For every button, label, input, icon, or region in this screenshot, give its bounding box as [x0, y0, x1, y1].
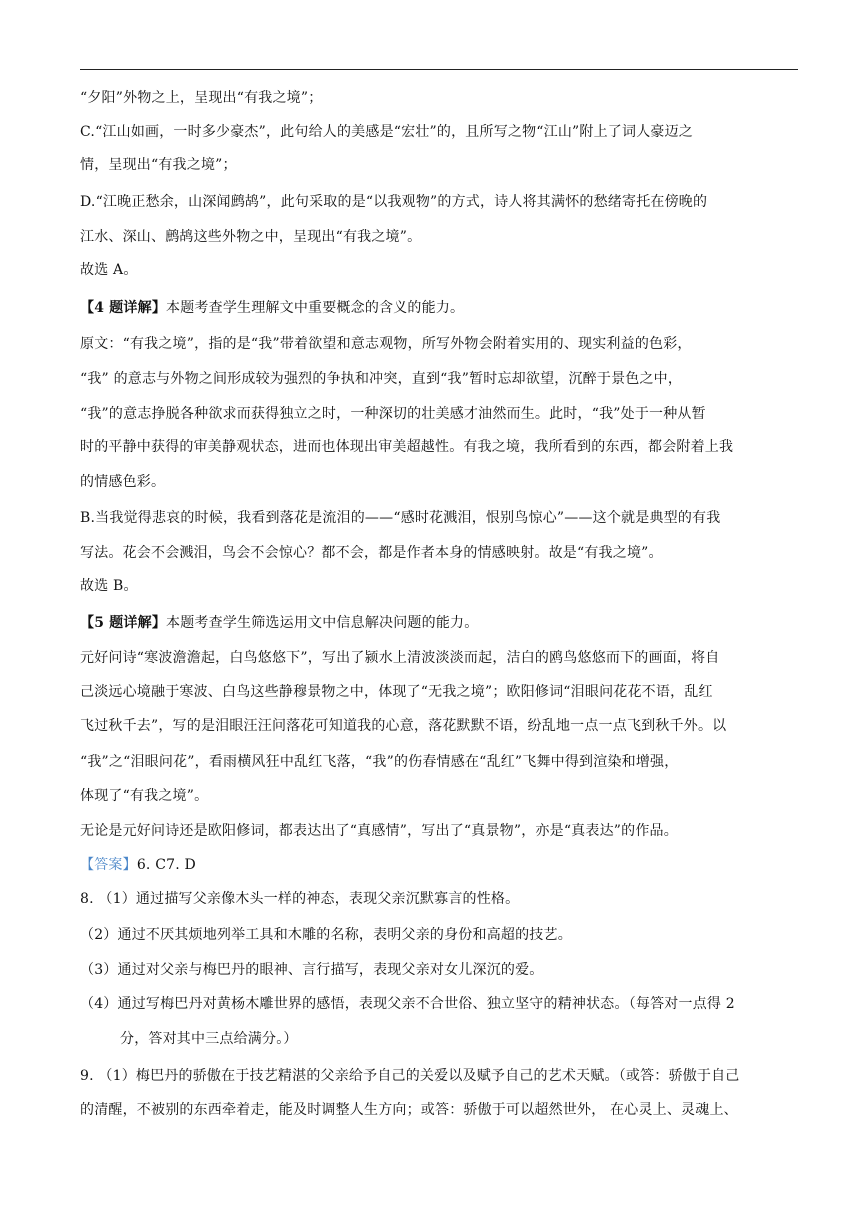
text-line: 的清醒，不被别的东西牵着走，能及时调整人生方向；或答：骄傲于可以超然世外， 在心灵上、灵魂上、 — [80, 1102, 738, 1118]
text-line: （4）通过写梅巴丹对黄杨木雕世界的感悟，表现父亲不合世俗、独立坚守的精神状态。（每答对一点得 2 — [80, 996, 735, 1012]
text-line: “我”的意志挣脱各种欲求而获得独立之时，一种深切的壮美感才油然而生。此时，“我”处于一种从暂 — [80, 406, 706, 422]
text-line: 写法。花会不会溅泪，鸟会不会惊心？都不会，都是作者本身的情感映射。故是“有我之境”。 — [80, 545, 663, 561]
text-line: “夕阳”外物之上，呈现出“有我之境”； — [80, 90, 323, 106]
text-line: （3）通过对父亲与梅巴丹的眼神、言行描写，表现父亲对女儿深沉的爱。 — [80, 962, 544, 978]
q4-heading — [80, 298, 798, 318]
text-line: 9. （1）梅巴丹的骄傲在于技艺精湛的父亲给予自己的关爱以及赋予自己的艺术天赋。（或答：骄傲于自己 — [80, 1068, 740, 1084]
text-line: 时的平静中获得的审美静观状态，进而也体现出审美超越性。有我之境，我所看到的东西，都会附着上我 — [80, 439, 734, 455]
answer-label: 【答案】 — [80, 857, 137, 873]
text-line: 故选 A。 — [80, 262, 138, 278]
text-line: “我”之“泪眼问花”，看雨横风狂中乱红飞落，“我”的伤春情感在“乱红”飞舞中得到渲染和增强， — [80, 754, 679, 770]
text-line: 江水、深山、鹧鸪这些外物之中，呈现出“有我之境”。 — [80, 229, 422, 245]
text-line: 原文：“有我之境”，指的是“我”带着欲望和意志观物，所写外物会附着实用的、现实利益的色彩， — [80, 336, 692, 352]
text-line: 元好问诗“寒波澹澹起，白鸟悠悠下”，写出了颍水上清波淡淡而起，洁白的鸥鸟悠悠而下的画面，将自 — [80, 650, 720, 666]
text-line: 情，呈现出“有我之境”； — [80, 157, 237, 173]
answer-heading — [80, 855, 798, 875]
text-line: 己淡远心境融于寒波、白鸟这些静穆景物之中，体现了“无我之境”；欧阳修词“泪眼问花花不语，乱红 — [80, 684, 713, 700]
text-line: 的情感色彩。 — [80, 474, 166, 490]
text-line: 分，答对其中三点给满分。） — [120, 1031, 298, 1047]
text-line: C.“江山如画，一时多少豪杰”，此句给人的美感是“宏壮”的，且所写之物“江山”附上了词人豪迈之 — [80, 124, 694, 140]
text-line: （2）通过不厌其烦地列举工具和木雕的名称，表明父亲的身份和高超的技艺。 — [80, 927, 572, 943]
text-line: 8. （1）通过描写父亲像木头一样的神态，表现父亲沉默寡言的性格。 — [80, 891, 520, 907]
q4-label: 【4 题详解】 — [80, 300, 167, 316]
q4-text: 本题考查学生理解文中重要概念的含义的能力。 — [166, 300, 465, 316]
text-line: D.“江晚正愁余，山深闻鹧鸪”，此句采取的是“以我观物”的方式，诗人将其满怀的愁绪寄托在傍晚的 — [80, 194, 708, 210]
q5-text: 本题考查学生筛选运用文中信息解决问题的能力。 — [166, 615, 479, 631]
text-line: B.当我觉得悲哀的时候，我看到落花是流泪的——“感时花溅泪，恨别鸟惊心”——这个就是典型的有我 — [80, 510, 721, 526]
q5-label: 【5 题详解】 — [80, 615, 167, 631]
text-line: 无论是元好问诗还是欧阳修词，都表达出了“真感情”，写出了“真景物”，亦是“真表达”的作品。 — [80, 823, 678, 839]
text-line: 故选 B。 — [80, 578, 138, 594]
text-line: 体现了“有我之境”。 — [80, 788, 209, 804]
q5-heading — [80, 613, 798, 633]
answer-text: 6. C7. D — [136, 857, 196, 873]
header-rule — [80, 69, 798, 70]
text-line: “我” 的意志与外物之间形成较为强烈的争执和冲突，直到“我”暂时忘却欲望，沉醉于景色之中， — [80, 371, 683, 387]
text-line: 飞过秋千去”，写的是泪眼汪汪问落花可知道我的心意，落花默默不语，纷乱地一点一点飞到秋千外。以 — [80, 718, 727, 734]
